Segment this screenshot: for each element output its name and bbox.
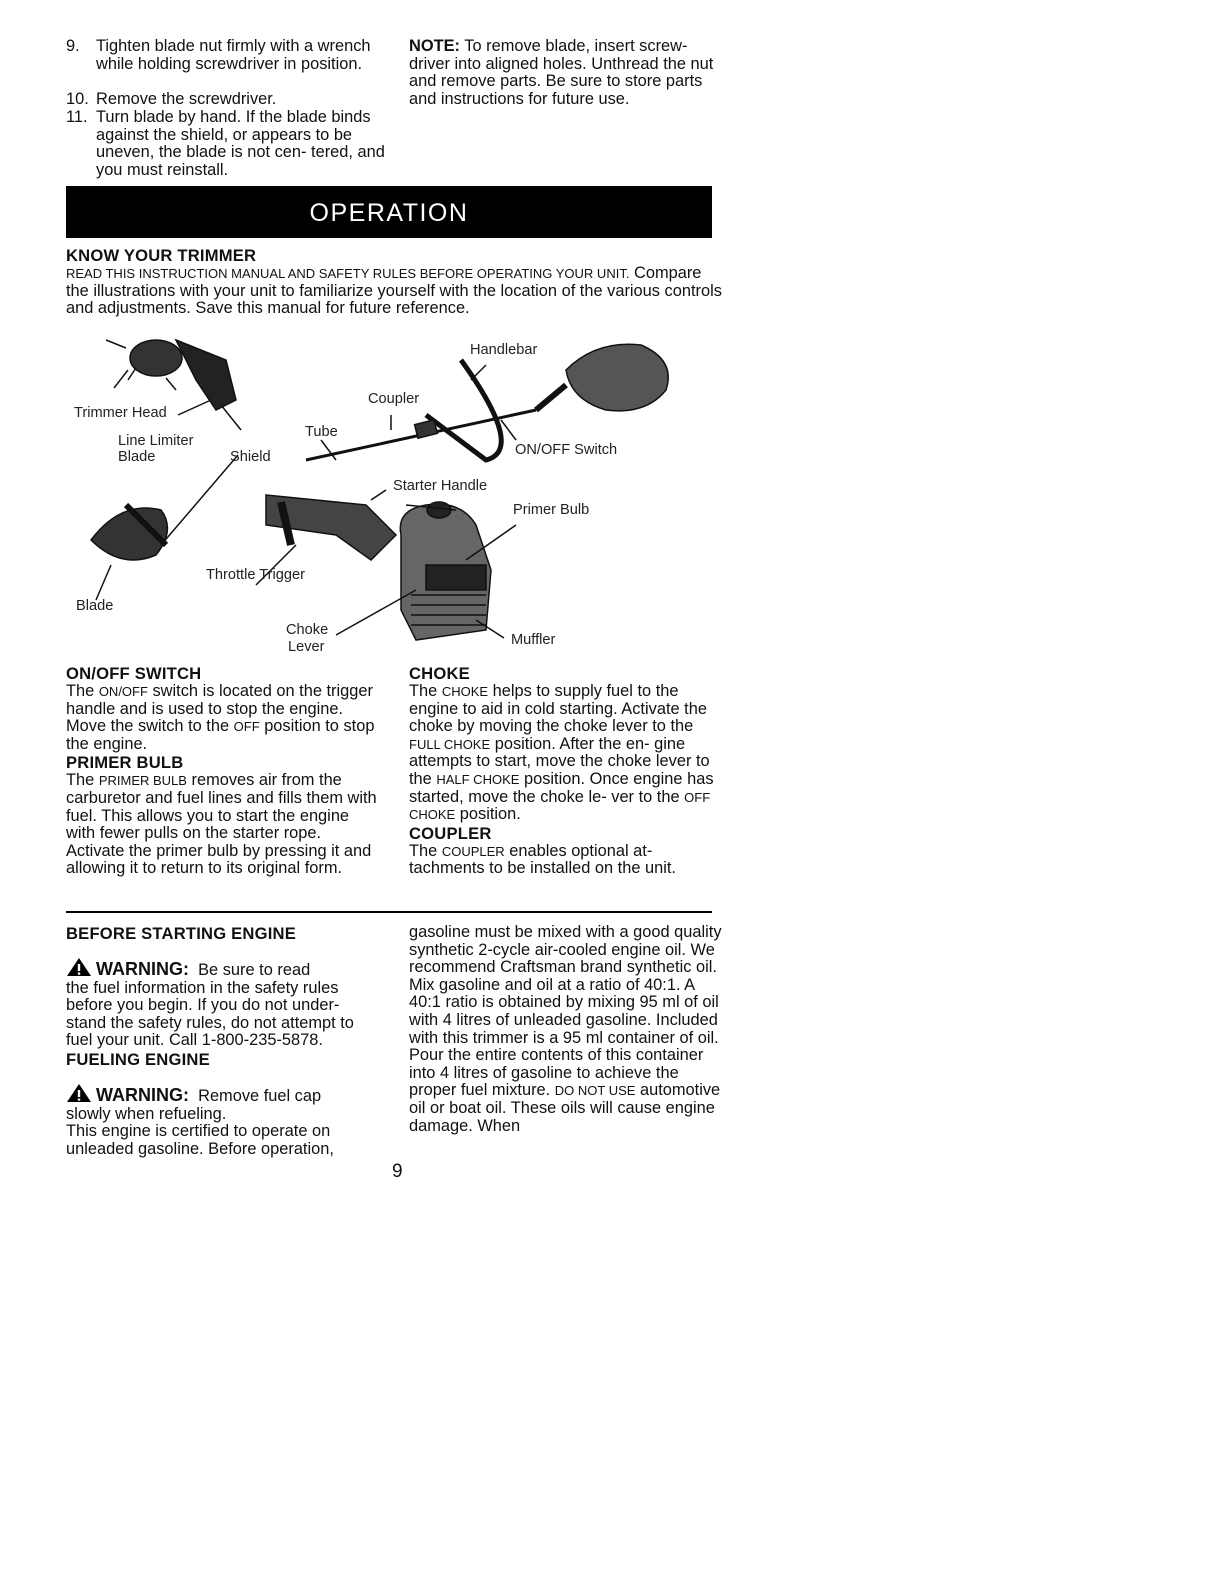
text-run: position to stop the engine. bbox=[66, 717, 375, 753]
step-9 bbox=[66, 38, 386, 73]
note-label: NOTE: bbox=[409, 37, 460, 55]
before-starting-column bbox=[66, 924, 382, 1158]
before-heading: BEFORE STARTING ENGINE bbox=[66, 924, 296, 943]
know-heading: KNOW YOUR TRIMMER bbox=[66, 246, 257, 265]
operation-banner bbox=[66, 186, 712, 238]
page-number: 9 bbox=[392, 1161, 403, 1182]
banner-title: OPERATION bbox=[309, 199, 469, 227]
throttle-handle-icon bbox=[266, 495, 396, 560]
step-text: Tighten blade nut firmly with a wrench while holding screwdriver in position. bbox=[96, 37, 371, 73]
right-feature-column bbox=[409, 664, 719, 878]
label-line-limiter-blade: Blade bbox=[118, 449, 156, 465]
coupler-heading: COUPLER bbox=[409, 823, 492, 843]
engine-icon bbox=[536, 344, 668, 411]
label-muffler: Muffler bbox=[511, 632, 556, 648]
label-tube: Tube bbox=[305, 424, 338, 440]
text-run: The bbox=[66, 771, 99, 790]
text-run: helps to supply fuel to the engine to aid in cold starting. Activate the choke by moving the choke lever to the bbox=[409, 682, 707, 736]
label-choke: Choke bbox=[286, 622, 329, 638]
fueling-text-2: This engine is certified to operate on unleaded gasoline. Before operation, bbox=[66, 1122, 334, 1158]
fueling-heading: FUELING ENGINE bbox=[66, 1049, 210, 1069]
text-run: enables optional at- tachments to be installed on the unit. bbox=[409, 841, 676, 878]
step-11 bbox=[66, 109, 386, 179]
text-run: The bbox=[409, 682, 442, 700]
text-run: switch is located on the trigger handle and is used to stop the engine. Move the switch to the bbox=[66, 682, 373, 736]
know-text: Compare the illustrations with your unit to familiarize yourself with the location of the various controls and adjustments. Save this manual for future reference. bbox=[66, 264, 722, 318]
section-divider bbox=[66, 911, 712, 913]
choke-text bbox=[409, 683, 719, 824]
warning-triangle-icon bbox=[66, 957, 92, 977]
warning-label: WARNING: bbox=[96, 1084, 189, 1105]
text-run: automotive oil or boat oil. These oils will cause engine damage. When bbox=[409, 1081, 721, 1135]
primer-text bbox=[66, 772, 382, 878]
warning-lead: Be sure to read bbox=[198, 961, 311, 979]
text-run: removes air from the carburetor and fuel lines and fills them with fuel. This allows you to start the engine with fewer pulls on the starter rope. Activate the primer bulb by pressing it and allowing it to return to its original form. bbox=[66, 771, 377, 878]
blade-assembly-icon bbox=[91, 505, 167, 560]
text-run: The bbox=[409, 841, 442, 860]
label-onoff-switch: ON/OFF Switch bbox=[515, 442, 618, 458]
label-starter-handle: Starter Handle bbox=[393, 478, 488, 494]
step-number: 10. bbox=[66, 90, 89, 108]
step-number: 9. bbox=[66, 37, 80, 55]
step-text: Turn blade by hand. If the blade binds against the shield, or appears to be uneven, the blade is not cen- tered, and you must reinstall. bbox=[96, 108, 385, 179]
text-run: COUPLER bbox=[441, 843, 505, 859]
label-coupler: Coupler bbox=[368, 391, 420, 407]
onoff-heading: ON/OFF SWITCH bbox=[66, 664, 202, 683]
text-run: gasoline must be mixed with a good quality synthetic 2-cycle air-cooled engine oil. We recommend Craftsman brand synthetic oil. Mix gasoline and oil at a ratio of 40:1. A 40:1 ratio is obtained by mixing 95 ml of oil with 4 litres of unleaded gasoline. Included with this trimmer is a 95 ml container of oil. Pour the entire contents of this container into 4 litres of gasoline to achieve the proper fuel mixture. bbox=[409, 923, 722, 1100]
before-warning bbox=[66, 957, 382, 980]
text-run: OFF CHOKE bbox=[409, 789, 711, 823]
trimmer-illustration bbox=[66, 330, 716, 665]
trimmer-head-icon bbox=[106, 340, 236, 410]
label-throttle-trigger: Throttle Trigger bbox=[206, 567, 305, 583]
label-choke-lever: Lever bbox=[288, 639, 325, 655]
onoff-text bbox=[66, 683, 382, 753]
step-text: Remove the screwdriver. bbox=[96, 90, 277, 108]
fuel-mixture-text bbox=[409, 924, 725, 1135]
label-shield: Shield bbox=[230, 449, 271, 465]
choke-heading: CHOKE bbox=[409, 664, 470, 683]
label-trimmer-head: Trimmer Head bbox=[74, 405, 167, 421]
coupler-text bbox=[409, 843, 719, 878]
text-run: DO NOT USE bbox=[554, 1083, 636, 1099]
warning-triangle-icon bbox=[66, 1083, 92, 1103]
text-run: ON/OFF bbox=[98, 684, 148, 699]
text-run: The bbox=[66, 682, 99, 700]
fueling-text-1: slowly when refueling. bbox=[66, 1104, 227, 1123]
warning-label: WARNING: bbox=[96, 959, 189, 979]
note-block bbox=[409, 38, 715, 108]
text-run: FULL CHOKE bbox=[409, 736, 491, 752]
text-run: OFF bbox=[233, 719, 260, 735]
text-run: position. Once engine has started, move the choke le- ver to the bbox=[409, 769, 714, 806]
know-caps: READ THIS INSTRUCTION MANUAL AND SAFETY RULES BEFORE OPERATING YOUR UNIT. bbox=[66, 266, 630, 281]
engine-closeup-icon bbox=[400, 502, 491, 640]
know-paragraph bbox=[66, 265, 722, 318]
label-handlebar: Handlebar bbox=[470, 342, 538, 358]
step-10 bbox=[66, 91, 386, 109]
step-number: 11. bbox=[66, 108, 88, 126]
label-line-limiter: Line Limiter bbox=[118, 433, 194, 449]
left-feature-column bbox=[66, 664, 382, 878]
text-run: position. After the en- gine attempts to start, move the choke lever to the bbox=[409, 734, 710, 788]
text-run: position. bbox=[455, 805, 521, 824]
primer-heading: PRIMER BULB bbox=[66, 753, 184, 773]
note-text: To remove blade, insert screw- driver into aligned holes. Unthread the nut and remove parts. Be sure to store parts and instructions for future use. bbox=[409, 37, 714, 108]
fueling-warning bbox=[66, 1083, 382, 1106]
label-blade: Blade bbox=[76, 598, 114, 614]
before-text: the fuel information in the safety rules before you begin. If you do not under- stand the safety rules, do not attempt to fuel your unit. Call 1-800-235-5878. bbox=[66, 978, 354, 1050]
label-primer-bulb: Primer Bulb bbox=[513, 502, 590, 518]
text-run: CHOKE bbox=[441, 684, 489, 699]
text-run: HALF CHOKE bbox=[436, 771, 520, 787]
text-run: PRIMER BULB bbox=[98, 773, 187, 789]
warning-lead: Remove fuel cap bbox=[198, 1086, 322, 1105]
